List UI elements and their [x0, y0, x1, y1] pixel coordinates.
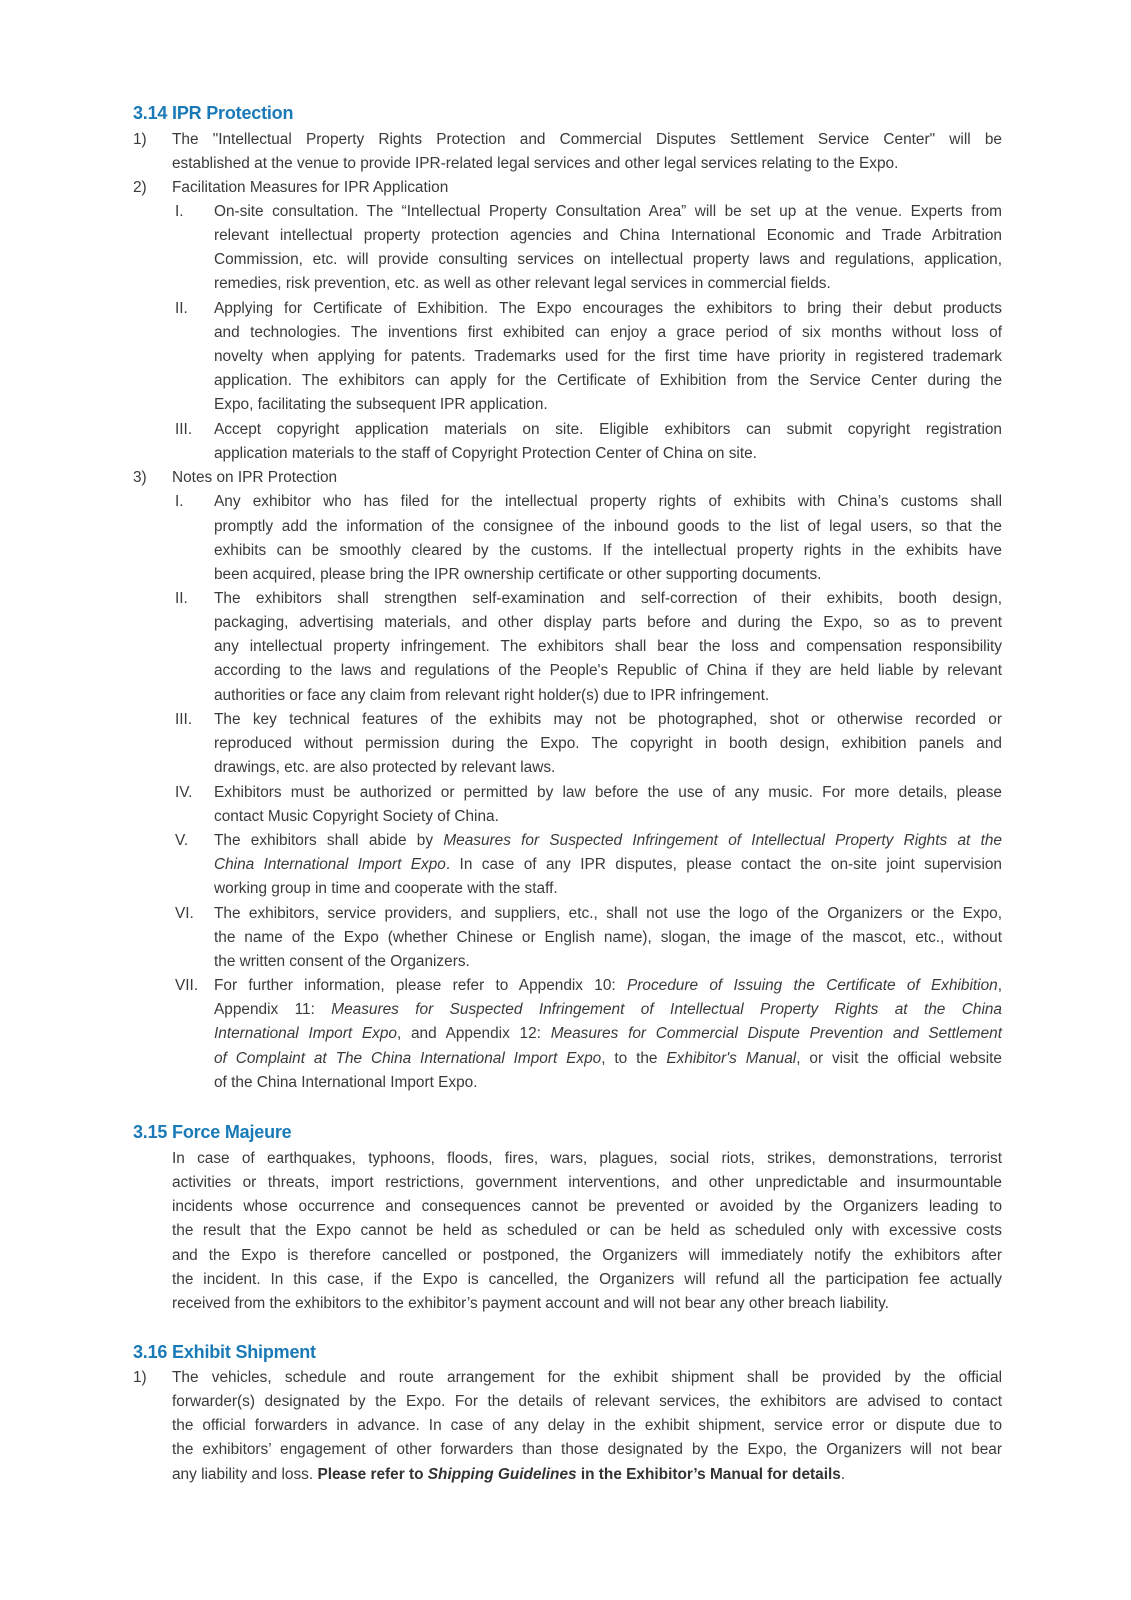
- section-heading-3-15: 3.15 Force Majeure: [133, 1122, 292, 1142]
- subitem-marker: VII.: [175, 977, 199, 994]
- section-heading-3-16: 3.16 Exhibit Shipment: [133, 1342, 316, 1362]
- paragraph-line: In case of earthquakes, typhoons, floods, fires, wars, plagues, social riots, strikes, demonstrations, terrorist: [172, 1150, 1002, 1167]
- paragraph-line: On-site consultation. The “Intellectual Property Consultation Area” will be set up at the venue. Experts from: [214, 203, 1002, 220]
- paragraph-line: The exhibitors shall strengthen self-examination and self-correction of their exhibits, booth design,: [214, 590, 1002, 607]
- subitem-marker: V.: [175, 832, 189, 849]
- paragraph-line: relevant intellectual property protection agencies and China International Economic and Trade Arbitration: [214, 227, 1002, 244]
- subitem-marker: III.: [175, 711, 193, 728]
- paragraph-line: the exhibitors’ engagement of other forwarders than those designated by the Expo, the Organizers will not bear: [172, 1441, 1002, 1458]
- paragraph-line: The exhibitors shall abide by Measures for Suspected Infringement of Intellectual Property Rights at the: [214, 832, 1002, 849]
- subitem-marker: II.: [175, 590, 188, 607]
- subitem-marker: VI.: [175, 905, 194, 922]
- paragraph-line: China International Import Expo. In case of any IPR disputes, please contact the on-site joint supervision: [214, 856, 1002, 873]
- paragraph-line: The "Intellectual Property Rights Protection and Commercial Disputes Settlement Service Center" will be: [172, 131, 1002, 148]
- paragraph-line: The exhibitors, service providers, and suppliers, etc., shall not use the logo of the Organizers or the Expo,: [214, 905, 1002, 922]
- section-heading-3-14: 3.14 IPR Protection: [133, 103, 294, 123]
- item-title: Facilitation Measures for IPR Application: [172, 179, 449, 196]
- paragraph-line: any intellectual property infringement. The exhibitors shall bear the loss and compensation responsibility: [214, 638, 1002, 655]
- subitem-marker: IV.: [175, 784, 193, 801]
- paragraph-line: and technologies. The inventions first exhibited can enjoy a grace period of six months without loss of: [214, 324, 1002, 341]
- paragraph-line: contact Music Copyright Society of China.: [214, 808, 499, 825]
- subitem-marker: I.: [175, 203, 184, 220]
- paragraph-line: application. The exhibitors can apply for the Certificate of Exhibition from the Service Center during the: [214, 372, 1002, 389]
- item-title: Notes on IPR Protection: [172, 469, 338, 486]
- paragraph-line: exhibits can be smoothly cleared by the customs. If the intellectual property rights in the exhibits have: [214, 542, 1002, 559]
- paragraph-line: the written consent of the Organizers.: [214, 953, 470, 970]
- paragraph-line: incidents whose occurrence and consequences cannot be prevented or avoided by the Organizers leading to: [172, 1198, 1002, 1215]
- item-marker: 3): [133, 469, 147, 486]
- document-title-ref: Measures for Suspected Infringement of Intellectual Property Rights at the: [443, 832, 1002, 849]
- paragraph-line: according to the laws and regulations of the People's Republic of China if they are held liable by relevant: [214, 662, 1002, 679]
- paragraph-line: Accept copyright application materials on site. Eligible exhibitors can submit copyright registration: [214, 421, 1002, 438]
- paragraph-line: International Import Expo, and Appendix 12: Measures for Commercial Dispute Prevention and Settlement: [214, 1025, 1002, 1042]
- paragraph-line: and the Expo is therefore cancelled or postponed, the Organizers will immediately notify the exhibitors after: [172, 1247, 1002, 1264]
- paragraph-line: authorities or face any claim from relevant right holder(s) due to IPR infringement.: [214, 687, 770, 704]
- subitem-marker: III.: [175, 421, 193, 438]
- paragraph-line: The key technical features of the exhibits may not be photographed, shot or otherwise recorded or: [214, 711, 1002, 728]
- paragraph-line: of Complaint at The China International Import Expo, to the Exhibitor's Manual, or visit the official website: [214, 1050, 1002, 1067]
- paragraph-line: Applying for Certificate of Exhibition. The Expo encourages the exhibitors to bring their debut products: [214, 300, 1002, 317]
- paragraph-line: the name of the Expo (whether Chinese or English name), slogan, the image of the mascot, etc., without: [214, 929, 1002, 946]
- paragraph-line: of the China International Import Expo.: [214, 1074, 478, 1091]
- appendix-11-title: International Import Expo: [214, 1025, 397, 1042]
- paragraph-line: the official forwarders in advance. In case of any delay in the exhibit shipment, service error or dispute due to: [172, 1417, 1002, 1434]
- subitem-marker: II.: [175, 300, 188, 317]
- appendix-11-title: Measures for Suspected Infringement of Intellectual Property Rights at the China: [331, 1001, 1002, 1018]
- appendix-10-title: Procedure of Issuing the Certificate of Exhibition: [627, 977, 998, 994]
- appendix-12-title: of Complaint at The China International Import Expo: [214, 1050, 602, 1067]
- shipping-guidelines-note: Please refer to Shipping Guidelines in the Exhibitor’s Manual for details: [317, 1466, 841, 1483]
- appendix-12-title: Measures for Commercial Dispute Prevention and Settlement: [550, 1025, 1002, 1042]
- paragraph-line: For further information, please refer to Appendix 10: Procedure of Issuing the Certificate of Exhibition,: [214, 977, 1003, 994]
- paragraph-line: reproduced without permission during the Expo. The copyright in booth design, exhibition panels and: [214, 735, 1002, 752]
- paragraph-line: Expo, facilitating the subsequent IPR application.: [214, 396, 548, 413]
- paragraph-line: novelty when applying for patents. Trademarks used for the first time have priority in registered trademark: [214, 348, 1002, 365]
- paragraph-line: remedies, risk prevention, etc. as well as other relevant legal services in commercial fields.: [214, 275, 831, 292]
- shipping-guidelines-ref: Shipping Guidelines: [427, 1466, 577, 1483]
- paragraph-line: Exhibitors must be authorized or permitted by law before the use of any music. For more details, please: [214, 784, 1002, 801]
- paragraph-line: activities or threats, import restrictions, government interventions, and other unpredictable and insurmountable: [172, 1174, 1002, 1191]
- paragraph-line: been acquired, please bring the IPR ownership certificate or other supporting documents.: [214, 566, 822, 583]
- paragraph-line: forwarder(s) designated by the Expo. For the details of relevant services, the exhibitors are advised to contact: [172, 1393, 1002, 1410]
- paragraph-line: drawings, etc. are also protected by relevant laws.: [214, 759, 556, 776]
- paragraph-line: the incident. In this case, if the Expo is cancelled, the Organizers will refund all the participation fee actually: [172, 1271, 1002, 1288]
- exhibitors-manual-ref: Exhibitor's Manual: [666, 1050, 797, 1067]
- paragraph-line: received from the exhibitors to the exhibitor’s payment account and will not bear any other breach liability.: [172, 1295, 889, 1312]
- paragraph-line: working group in time and cooperate with the staff.: [214, 880, 558, 897]
- paragraph-line: promptly add the information of the consignee of the inbound goods to the list of legal users, so that the: [214, 518, 1002, 535]
- paragraph-line: Commission, etc. will provide consulting services on intellectual property laws and regulations, application,: [214, 251, 1002, 268]
- paragraph-line: Any exhibitor who has filed for the intellectual property rights of exhibits with China’s customs shall: [214, 493, 1002, 510]
- paragraph-line: application materials to the staff of Copyright Protection Center of China on site.: [214, 445, 757, 462]
- paragraph-line: Appendix 11: Measures for Suspected Infringement of Intellectual Property Rights at the China: [214, 1001, 1002, 1018]
- item-marker: 1): [133, 1369, 147, 1386]
- document-title-ref: China International Import Expo: [214, 856, 446, 873]
- item-marker: 1): [133, 131, 147, 148]
- item-marker: 2): [133, 179, 147, 196]
- paragraph-line: any liability and loss. Please refer to Shipping Guidelines in the Exhibitor’s Manual for details.: [172, 1466, 846, 1483]
- paragraph-line: packaging, advertising materials, and other display parts before and during the Expo, so as to prevent: [214, 614, 1002, 631]
- paragraph-line: The vehicles, schedule and route arrangement for the exhibit shipment shall be provided by the official: [172, 1369, 1002, 1386]
- paragraph-line: the result that the Expo cannot be held as scheduled or can be held as scheduled only with excessive costs: [172, 1222, 1002, 1239]
- subitem-marker: I.: [175, 493, 184, 510]
- paragraph-line: established at the venue to provide IPR-related legal services and other legal services relating to the Expo.: [172, 155, 899, 172]
